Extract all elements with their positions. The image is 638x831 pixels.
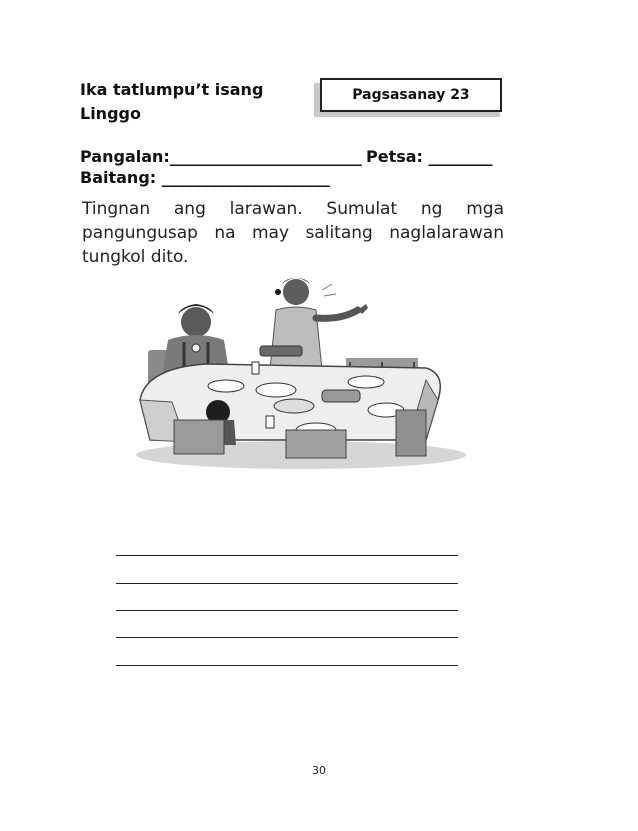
week-title: Ika tatlumpu’t isang Linggo [80,80,264,123]
date-field[interactable]: Petsa: ________ [366,147,493,166]
instructions-text: Tingnan ang larawan. Sumulat ng mga pangungusap na may salitang naglalarawan tungkol dito. [82,199,504,267]
exercise-tag-label: Pagsasanay 23 [352,87,470,103]
answer-line-1[interactable] [116,555,458,556]
answer-line-4[interactable] [116,637,458,638]
family-dinner-illustration [126,270,466,470]
name-field[interactable]: Pangalan:________________________ [80,147,362,166]
answer-line-2[interactable] [116,583,458,584]
answer-line-5[interactable] [116,665,458,666]
family-dinner-table-illustration [126,270,466,470]
page-number: 30 [312,764,326,777]
exercise-tag [320,78,502,112]
answer-line-3[interactable] [116,610,458,611]
grade-field[interactable]: Baitang: _____________________ [80,168,330,187]
